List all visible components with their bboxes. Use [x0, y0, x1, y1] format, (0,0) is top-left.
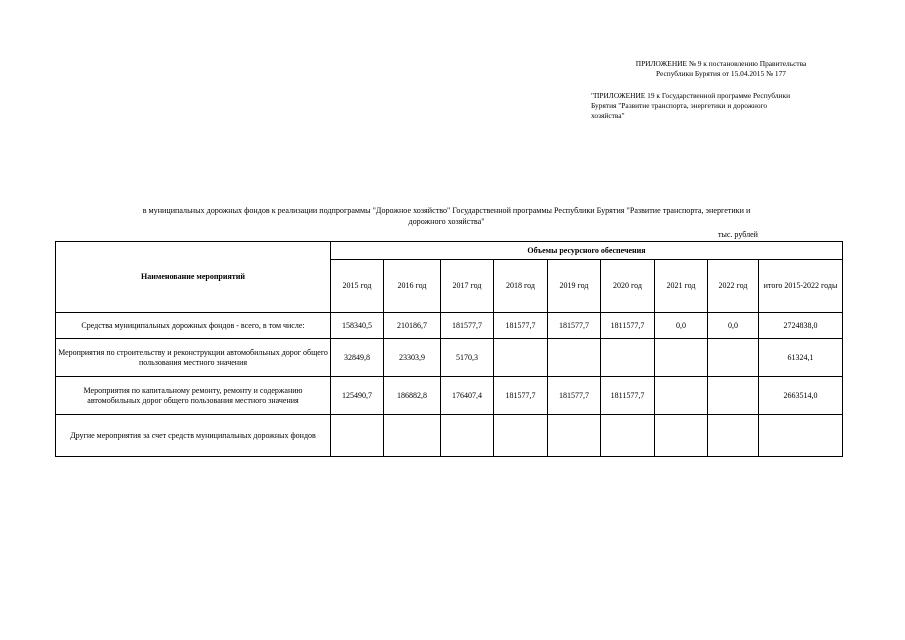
cell-value — [655, 377, 708, 415]
header-year-2021: 2021 год — [655, 260, 708, 313]
cell-value: 1811577,7 — [601, 377, 655, 415]
cell-value — [494, 415, 548, 457]
appendix-9-line-2: Республики Бурятия от 15.04.2015 № 177 — [656, 69, 786, 78]
cell-value — [601, 339, 655, 377]
row-name: Мероприятия по строительству и реконструкции автомобильных дорог общего пользования местного значения — [56, 339, 331, 377]
appendix-19-line-1: "ПРИЛОЖЕНИЕ 19 к Государственной программе Республики — [591, 91, 791, 100]
table-row — [56, 313, 843, 339]
appendix-19-line-3: хозяйства" — [591, 111, 625, 120]
cell-total — [759, 415, 843, 457]
row-name: Другие мероприятия за счет средств муниципальных дорожных фондов — [56, 415, 331, 457]
table-row — [56, 377, 843, 415]
cell-total: 61324,1 — [759, 339, 843, 377]
cell-value — [708, 339, 759, 377]
appendix-19-line-2: Бурятия "Развитие транспорта, энергетики и дорожного — [591, 101, 768, 110]
document-title — [52, 205, 841, 227]
cell-value: 32849,8 — [331, 339, 384, 377]
cell-value: 181577,7 — [441, 313, 494, 339]
cell-value: 181577,7 — [494, 313, 548, 339]
cell-value: 23303,9 — [384, 339, 441, 377]
header-year-2020: 2020 год — [601, 260, 655, 313]
header-resource-volumes: Объемы ресурсного обеспечения — [331, 242, 843, 260]
cell-value: 0,0 — [655, 313, 708, 339]
cell-value: 125490,7 — [331, 377, 384, 415]
cell-value: 5170,3 — [441, 339, 494, 377]
table-row — [56, 415, 843, 457]
header-year-2017: 2017 год — [441, 260, 494, 313]
appendix-9-caption — [596, 59, 846, 79]
header-year-2016: 2016 год — [384, 260, 441, 313]
document-title-line-1: в муниципальных дорожных фондов к реализации подпрограммы "Дорожное хозяйство" Государственной программы Республики Бурятия "Развитие транспорта, энергетики и — [142, 206, 751, 215]
cell-value — [655, 339, 708, 377]
cell-total: 2724838,0 — [759, 313, 843, 339]
cell-value: 186882,8 — [384, 377, 441, 415]
header-year-2022: 2022 год — [708, 260, 759, 313]
table-row — [56, 339, 843, 377]
cell-value: 181577,7 — [548, 313, 601, 339]
cell-value — [548, 415, 601, 457]
cell-value — [548, 339, 601, 377]
cell-value: 0,0 — [708, 313, 759, 339]
appendix-19-caption — [591, 91, 841, 121]
header-activity-name: Наименование мероприятий — [56, 242, 331, 313]
header-total: итого 2015-2022 годы — [759, 260, 843, 313]
header-year-2018: 2018 год — [494, 260, 548, 313]
cell-value: 176407,4 — [441, 377, 494, 415]
cell-value — [384, 415, 441, 457]
appendix-9-line-1: ПРИЛОЖЕНИЕ № 9 к постановлению Правительства — [635, 59, 807, 68]
cell-value: 181577,7 — [494, 377, 548, 415]
cell-value — [331, 415, 384, 457]
cell-value — [708, 377, 759, 415]
cell-value: 210186,7 — [384, 313, 441, 339]
cell-value — [494, 339, 548, 377]
cell-total: 2663514,0 — [759, 377, 843, 415]
cell-value — [601, 415, 655, 457]
cell-value — [441, 415, 494, 457]
unit-label: тыс. рублей — [718, 230, 758, 239]
cell-value: 1811577,7 — [601, 313, 655, 339]
header-year-2019: 2019 год — [548, 260, 601, 313]
header-year-2015: 2015 год — [331, 260, 384, 313]
row-name: Средства муниципальных дорожных фондов - всего, в том числе: — [56, 313, 331, 339]
row-name: Мероприятия по капитальному ремонту, ремонту и содержанию автомобильных дорог общего пользования местного значения — [56, 377, 331, 415]
cell-value — [708, 415, 759, 457]
cell-value: 158340,5 — [331, 313, 384, 339]
cell-value — [655, 415, 708, 457]
resource-table — [55, 241, 843, 457]
document-title-line-2: дорожного хозяйства" — [408, 217, 485, 226]
cell-value: 181577,7 — [548, 377, 601, 415]
